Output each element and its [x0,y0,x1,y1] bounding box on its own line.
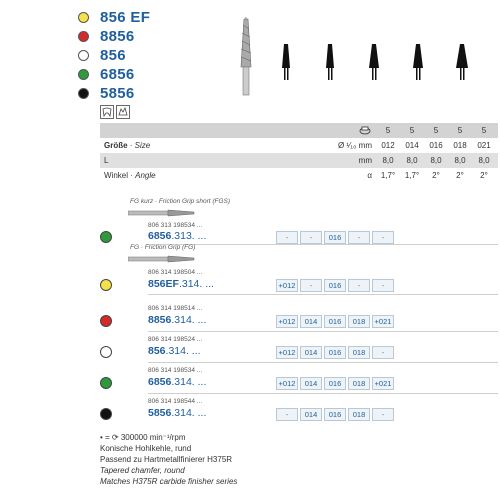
angle-row [100,168,498,183]
size-box: +012 [276,279,298,292]
color-dot [100,346,112,358]
size-value: 014 [405,141,419,150]
length-value: 8,0 [406,156,418,165]
pack-row [100,123,498,138]
ref-number: 806 314 198544 ... [148,398,203,405]
pack-value: 5 [385,126,391,135]
size-availability [276,377,396,390]
description-de-1: Konische Hohlkehle, rund [100,444,192,453]
size-label: Größe · Size [104,141,151,150]
ref-number: 806 314 198534 ... [148,367,203,374]
product-code: 6856.314. ... [148,376,207,388]
size-availability [276,231,396,244]
length-label: L [104,156,109,165]
product-code: 8856.314. ... [148,314,207,326]
color-dot [78,88,89,99]
bur-tool-icon [128,208,198,218]
series-list [100,8,150,103]
size-box: 014 [300,346,322,359]
description-de-2: Passend zu Hartmetallfinierer H375R [100,455,233,464]
size-box: - [300,279,322,292]
series-row [100,46,150,65]
size-box: 018 [348,315,370,328]
divider [148,294,498,295]
size-box: 016 [324,346,346,359]
size-box: +021 [372,315,394,328]
size-box: - [372,279,394,292]
color-dot [100,377,112,389]
length-value: 8,0 [478,156,490,165]
length-values [376,156,496,165]
size-availability [276,315,396,328]
length-value: 8,0 [454,156,466,165]
angle-value: 2° [456,171,464,180]
length-value: 8,0 [430,156,442,165]
color-dot [78,50,89,61]
size-availability [276,408,396,421]
size-box: 016 [324,315,346,328]
pack-value: 5 [433,126,439,135]
series-row [100,84,150,103]
size-box: 016 [324,408,346,421]
product-code: 5856.314. ... [148,407,207,419]
angle-value: 1,7° [404,171,420,180]
size-unit: Ø ¹⁄₁₀ mm [337,141,372,150]
size-row [100,138,498,153]
size-box: - [348,231,370,244]
color-dot [100,279,112,291]
color-dot [100,408,112,420]
ref-number: 806 313 198534 ... [148,222,203,229]
length-value: 8,0 [382,156,394,165]
series-row [100,8,150,27]
bur-tool-icon [128,254,198,264]
spec-table [100,123,498,183]
size-box: 018 [348,377,370,390]
series-code: 6856 [100,66,135,83]
size-availability [276,346,396,359]
color-dot [78,12,89,23]
product-code: 6856.313. ... [148,230,207,242]
size-box: 014 [300,408,322,421]
size-box: 016 [324,231,346,244]
size-availability [276,279,396,292]
series-code: 5856 [100,85,135,102]
color-dot [78,31,89,42]
length-row [100,153,498,168]
angle-values [376,171,496,180]
series-code: 856 [100,47,126,64]
size-box: - [276,408,298,421]
angle-label: Winkel · Angle [104,171,156,180]
series-code: 8856 [100,28,135,45]
divider [148,331,498,332]
shank-type: FG · Friction Grip (FG) [130,244,196,251]
angle-value: 1,7° [380,171,396,180]
size-box: +012 [276,315,298,328]
product-code: 856.314. ... [148,345,201,357]
size-box: 018 [348,346,370,359]
pack-value: 5 [409,126,415,135]
size-value: 016 [429,141,443,150]
size-box: 016 [324,377,346,390]
size-box: +012 [276,377,298,390]
color-dot [100,231,112,243]
pack-value: 5 [481,126,487,135]
size-value: 018 [453,141,467,150]
ref-number: 806 314 198524 ... [148,336,203,343]
speed-note: • = ⟳ 300000 min⁻¹/rpm [100,433,186,442]
size-box: - [372,231,394,244]
divider [148,393,498,394]
size-box: 018 [348,408,370,421]
size-value: 012 [381,141,395,150]
series-code: 856 EF [100,9,151,26]
size-box: 014 [300,315,322,328]
ref-number: 806 314 198504 ... [148,269,203,276]
footer-notes [100,432,237,487]
size-box: - [372,346,394,359]
size-box: - [300,231,322,244]
description-en-1: Tapered chamfer, round [100,466,185,475]
size-box: - [372,408,394,421]
size-box: +012 [276,346,298,359]
size-box: 014 [300,377,322,390]
size-box: +021 [372,377,394,390]
crown-icon [116,105,130,119]
pack-values [376,126,496,135]
divider [148,244,498,245]
divider [148,362,498,363]
bur-illustration [236,15,256,97]
speed-icon [359,126,371,135]
ref-number: 806 314 198514 ... [148,305,203,312]
series-row [100,65,150,84]
pack-value: 5 [457,126,463,135]
size-box: - [348,279,370,292]
angle-value: 2° [480,171,488,180]
description-en-2: Matches H375R carbide finisher series [100,477,238,486]
angle-value: 2° [432,171,440,180]
length-unit: mm [358,156,372,165]
color-dot [100,315,112,327]
size-box: 016 [324,279,346,292]
shank-type: FG kurz · Friction Grip short (FGS) [130,198,231,205]
product-code: 856EF.314. ... [148,278,214,290]
series-row [100,27,150,46]
size-values [376,141,496,150]
tooth-icon [100,105,114,119]
color-dot [78,69,89,80]
bur-profiles [278,42,488,82]
angle-unit: α [367,171,372,180]
size-box: - [276,231,298,244]
size-value: 021 [477,141,491,150]
